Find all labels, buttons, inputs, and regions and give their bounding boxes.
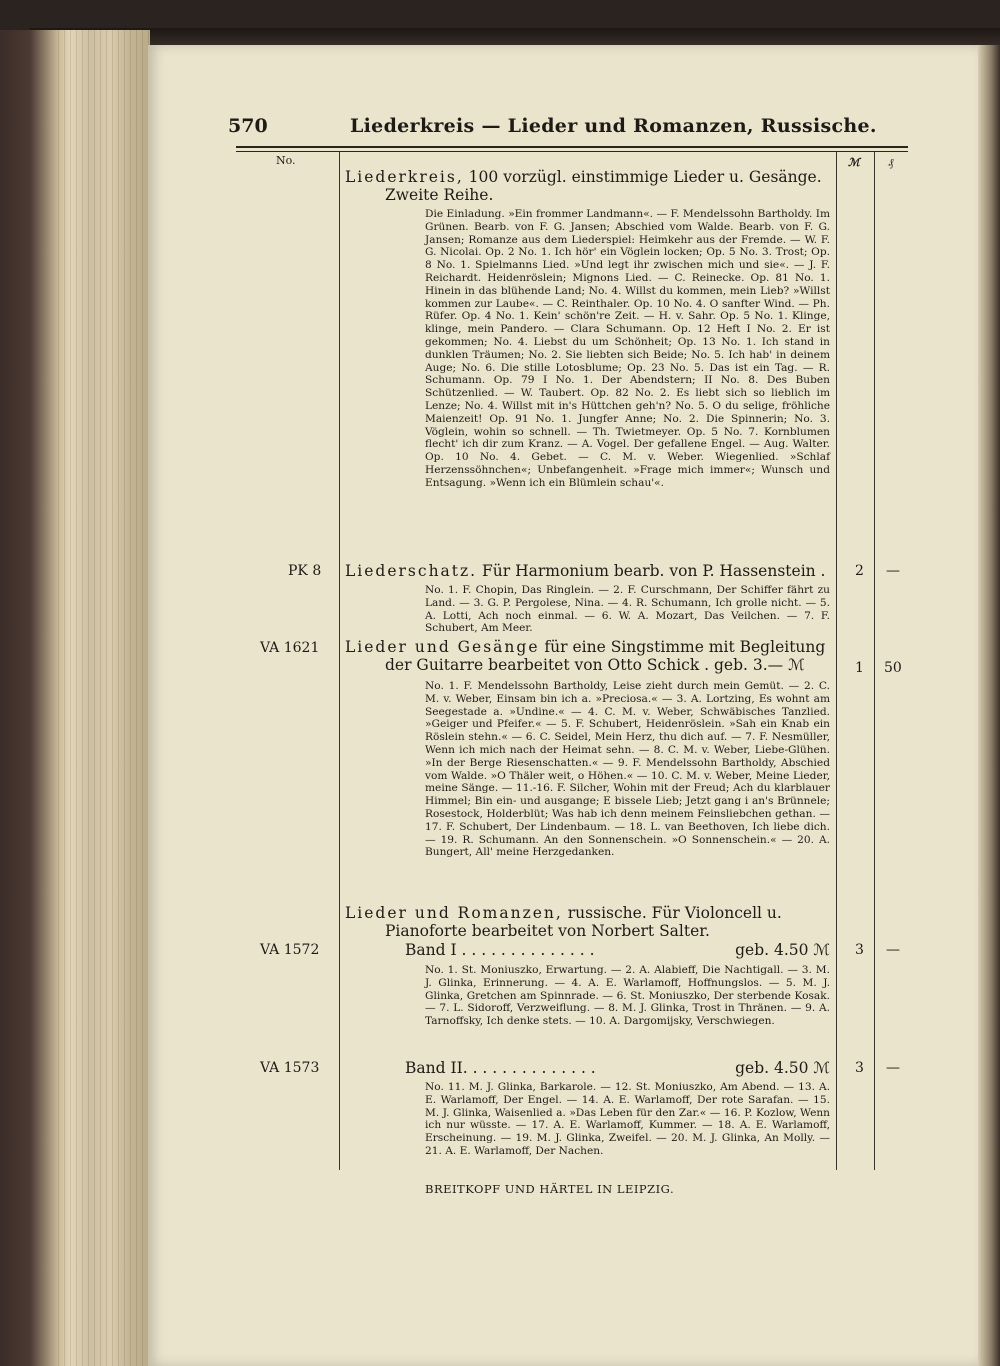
entry-title-lead: Lieder und Romanzen, xyxy=(345,904,563,922)
price-pf: — xyxy=(886,942,900,958)
entry-title xyxy=(345,168,830,204)
entry-title-continuation: Zweite Reihe. xyxy=(385,186,494,204)
entry-contents: Die Einladung. »Ein frommer Landmann«. — F. Mendelssohn Bartholdy. Im Grünen. Bearb. von F. G. Jansen; Abschied vom Walde. Bearb. von F. G. Jansen; Romanze aus dem Liederspiel: Heimkehr aus der Fremde. — W. F. G. Nicolai. Op. 2 No. 1. Ich hör' ein Vöglein locken; Op. 5 No. 3. Trost; Op. 8 No. 1. Spielmanns Lied. »Und legt ihr zwischen mich und sie«. — J. F. Reichardt. Heidenröslein; Mignons Lied. — C. Reinecke. Op. 81 No. 1. Hinein in das blühende Land; No. 4. Willst du kommen, mein Lieb? »Willst kommen zur Laube«. — C. Reinthaler. Op. 10 No. 4. O sanfter Wind. — Ph. Rüfer. Op. 4 No. 1. Kein' schön're Zeit. — H. v. Sahr. Op. 5 No. 1. Klinge, klinge, mein Pandero. — Clara Schumann. Op. 12 Heft I No. 2. Er ist gekommen; No. 4. Liebst du um Schönheit; Op. 13 No. 1. Ich stand in dunklen Träumen; No. 2. Sie liebten sich Beide; No. 5. Ich hab' in deinem Auge; No. 6. Die stille Lotosblume; Op. 23 No. 5. Das ist ein Tag. — R. Schumann. Op. 79 I No. 1. Der Abendstern; II No. 8. Des Buben Schützenlied. — W. Taubert. Op. 82 No. 2. Es liebt sich so lieblich im Lenze; No. 4. Willst mit in's Hüttchen geh'n? No. 5. O du selige, fröhliche Maienzeit! Op. 91 No. 1. Jungfer Anne; No. 2. Die Spinnerin; No. 3. Vöglein, wohin so schnell. — Th. Twietmeyer. Op. 5 No. 7. Kornblumen flecht' ich dir zum Kranz. — A. Vogel. Der gefallene Engel. — Aug. Walter. Op. 10 No. 4. Gebet. — C. M. v. Weber. Wiegenlied. »Schlaf Herzenssöhnchen«; Unbefangenheit. »Frage mich immer«; Wunsch und Entsagung. »Wenn ich ein Blümlein schau'«. xyxy=(425,208,830,489)
book-right-edge xyxy=(978,45,1000,1366)
entry-number: VA 1573 xyxy=(260,1060,320,1076)
price-mark: 1 xyxy=(855,660,864,676)
book-page-edges xyxy=(0,30,150,1366)
header-rule-thick xyxy=(236,146,908,148)
entry-title-rest: russische. Für Violoncell u. xyxy=(562,904,782,922)
price-pf: — xyxy=(886,1060,900,1076)
header-mark: ℳ xyxy=(848,156,860,169)
entry-contents: No. 1. F. Chopin, Das Ringlein. — 2. F. Curschmann, Der Schiffer fährt zu Land. — 3. G. P. Pergolese, Nina. — 4. R. Schumann, Ich grolle nicht. — 5. A. Lotti, Ach noch einmal. — 6. W. A. Mozart, Das Veilchen. — 7. F. Schubert, Am Meer. xyxy=(425,584,830,635)
entry-title-continuation: der Guitarre bearbeitet von Otto Schick . geb. 3.— ℳ xyxy=(385,656,805,674)
entry-contents: No. 1. F. Mendelssohn Bartholdy, Leise zieht durch mein Gemüt. — 2. C. M. v. Weber, Einsam bin ich a. »Preciosa.« — 3. A. Lortzing, Es wohnt am Seegestade a. »Undine.« — 4. C. M. v. Weber, Schwäbisches Tanzlied. »Geiger und Pfeifer.« — 5. F. Schubert, Heidenröslein. »Sah ein Knab ein Röslein stehn.« — 6. C. Seidel, Mein Herz, thu dich auf. — 7. F. Nesmüller, Wenn ich mich nach der Heimat sehn. — 8. C. M. v. Weber, Liebe-Glühen. »In der Berge Riesenschatten.« — 9. F. Mendelssohn Bartholdy, Abschied vom Walde. »O Thäler weit, o Höhen.« — 10. C. M. v. Weber, Meine Lieder, meine Sänge. — 11.-16. F. Silcher, Wohin mit der Freud; Ach du klarblauer Himmel; Bin ein- und ausgange; E bissele Lieb; Jetzt gang i an's Brünnele; Rosestock, Holderblüt; Was hab ich denn meinem Feinsliebchen gethan. — 17. F. Schubert, Der Lindenbaum. — 18. L. van Beethoven, Ich liebe dich. — 19. R. Schumann. An den Sonnenschein. »O Sonnenschein.« — 20. A. Bungert, All' meine Herzgedanken. xyxy=(425,680,830,859)
entry-title-rest: für eine Singstimme mit Begleitung xyxy=(539,638,826,656)
header-pf: ₰ xyxy=(888,156,894,169)
price-mark: 2 xyxy=(855,563,864,579)
price-mark: 3 xyxy=(855,1060,864,1076)
price-pf: 50 xyxy=(884,660,902,676)
price-pf: — xyxy=(886,563,900,579)
entry-title-lead: Liederkreis, xyxy=(345,168,464,186)
volume-price: geb. 4.50 ℳ xyxy=(735,1059,830,1077)
header-no: No. xyxy=(276,154,296,167)
entry-contents: No. 1. St. Moniuszko, Erwartung. — 2. A. Alabieff, Die Nachtigall. — 3. M. J. Glinka, Erinnerung. — 4. A. E. Warlamoff, Hoffnungslos. — 5. M. J. Glinka, Gretchen am Spinnrade. — 6. St. Moniuszko, Der sterbende Kosak. — 7. L. Sidoroff, Verzweiflung. — 8. M. J. Glinka, Trost in Thränen. — 9. A. Tarnoffsky, Ich denke stets. — 10. A. Dargomijsky, Verschwiegen. xyxy=(425,964,830,1028)
column-divider-mark xyxy=(836,152,837,1170)
entry-title-lead: Lieder und Gesänge xyxy=(345,638,540,656)
column-divider-pf xyxy=(874,152,875,1170)
entry-title-rest: 100 vorzügl. einstimmige Lieder u. Gesänge. xyxy=(463,168,822,186)
volume-line xyxy=(405,1059,830,1077)
volume-label: Band I . . . . . . . . . . . . . . xyxy=(405,941,595,959)
entry-number: VA 1572 xyxy=(260,942,320,958)
entry-number: VA 1621 xyxy=(260,640,320,656)
entry-title-lead: Liederschatz. xyxy=(345,562,478,580)
column-divider-no xyxy=(339,152,340,1170)
page-number: 570 xyxy=(228,115,268,137)
entry-contents: No. 11. M. J. Glinka, Barkarole. — 12. St. Moniuszko, Am Abend. — 13. A. E. Warlamoff, Der Engel. — 14. A. E. Warlamoff, Der rote Sarafan. — 15. M. J. Glinka, Waisenlied a. »Das Leben für den Zar.« — 16. P. Kozlow, Wenn ich nur wüsste. — 17. A. E. Warlamoff, Kummer. — 18. A. E. Warlamoff, Erscheinung. — 19. M. J. Glinka, Zweifel. — 20. M. J. Glinka, An Molly. — 21. A. E. Warlamoff, Der Nachen. xyxy=(425,1081,830,1157)
entry-title-continuation: Pianoforte bearbeitet von Norbert Salter. xyxy=(385,922,710,940)
header-rule-thin xyxy=(236,151,908,152)
entry-title xyxy=(345,904,830,940)
price-mark: 3 xyxy=(855,942,864,958)
volume-label: Band II. . . . . . . . . . . . . . xyxy=(405,1059,596,1077)
entry-title-rest: Für Harmonium bearb. von P. Hassenstein . xyxy=(477,562,826,580)
entry-number: PK 8 xyxy=(288,563,322,579)
publisher-footer: BREITKOPF UND HÄRTEL IN LEIPZIG. xyxy=(425,1182,675,1196)
running-head: Liederkreis — Lieder und Romanzen, Russische. xyxy=(350,115,877,137)
volume-price: geb. 4.50 ℳ xyxy=(735,941,830,959)
volume-line xyxy=(405,941,830,959)
entry-title xyxy=(345,638,830,674)
entry-title xyxy=(345,562,830,580)
